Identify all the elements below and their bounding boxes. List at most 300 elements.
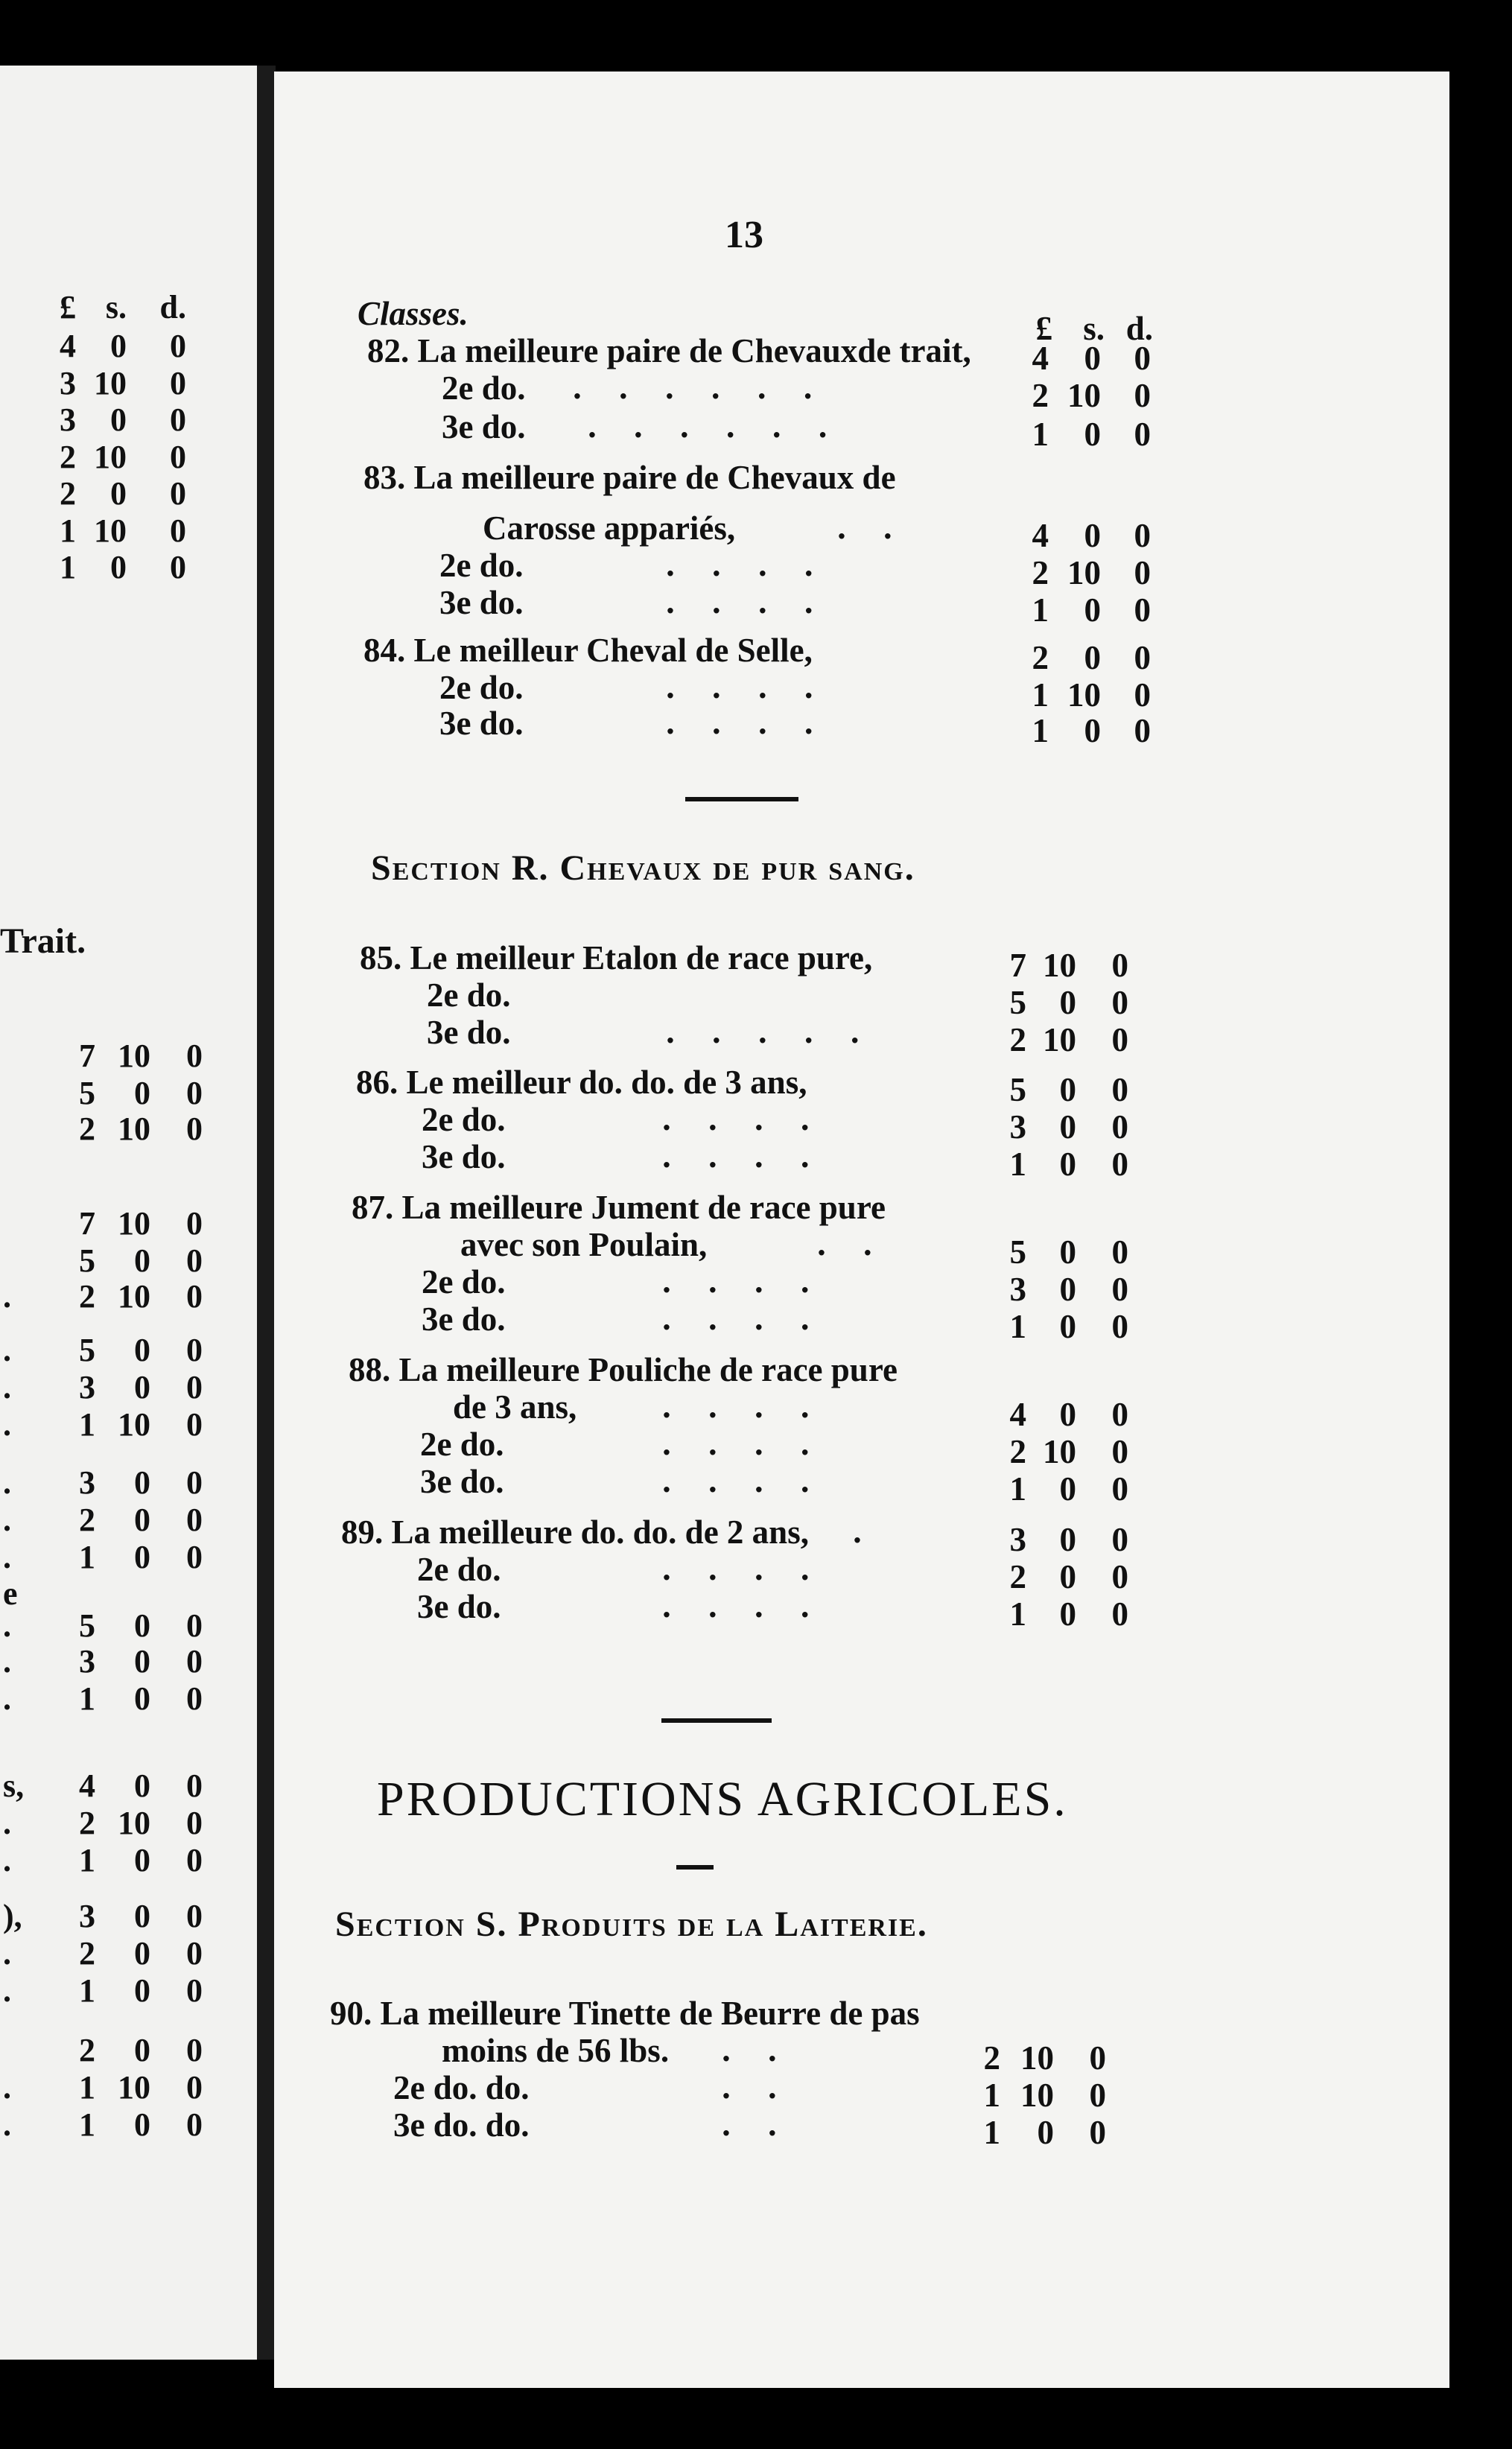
amount-pounds: 3	[79, 1643, 95, 1680]
row-mark: .	[3, 1805, 11, 1841]
prize-entry-text: 3e do.	[427, 1014, 511, 1051]
row-mark: .	[3, 1539, 11, 1575]
dot-leaders: ....	[665, 670, 850, 705]
amount-shillings: 0	[134, 2032, 150, 2068]
amount-pence: 0	[1134, 340, 1151, 377]
amount-shillings: 0	[1059, 1558, 1076, 1595]
amount-pence: 0	[186, 2032, 203, 2068]
prize-entry-text: 3e do.	[417, 1588, 501, 1625]
amount-pounds: 3	[1009, 1108, 1026, 1146]
amount-shillings: 10	[94, 512, 127, 549]
amount-shillings: 0	[134, 1242, 150, 1279]
amount-shillings: 10	[1067, 676, 1101, 714]
amount-shillings: 0	[110, 328, 127, 364]
pounds-header: £	[60, 289, 76, 325]
row-mark: .	[3, 1406, 11, 1443]
amount-shillings: 0	[1059, 1595, 1076, 1633]
amount-shillings: 0	[1059, 1521, 1076, 1558]
left-partial-heading: Trait.	[0, 921, 86, 961]
prize-amount	[274, 2114, 1449, 2151]
amount-pence: 0	[1134, 712, 1151, 749]
row-mark: .	[3, 1643, 11, 1680]
right-page	[274, 72, 1449, 2388]
amount-pence: 0	[1089, 2077, 1106, 2114]
pence-header: d.	[159, 289, 186, 325]
amount-shillings: 0	[134, 1767, 150, 1804]
amount-pounds: 4	[79, 1767, 95, 1804]
amount-pounds: 2	[79, 1111, 95, 1147]
amount-pence: 0	[1134, 377, 1151, 414]
amount-pounds: 4	[60, 328, 76, 364]
amount-pounds: 1	[1032, 712, 1049, 749]
amount-pounds: 1	[1032, 676, 1049, 714]
prize-amount	[274, 1021, 1449, 1058]
amount-shillings: 0	[110, 401, 127, 438]
page-spine	[257, 66, 276, 2360]
prize-entry-text: 3e do.	[422, 1138, 506, 1175]
amount-shillings: 0	[134, 1369, 150, 1405]
dot-leaders: ....	[661, 1552, 846, 1587]
prize-amount	[274, 416, 1449, 453]
amount-pounds: 5	[79, 1332, 95, 1368]
dot-leaders: ......	[587, 410, 864, 445]
prize-entry-text: 3e do.	[439, 584, 524, 621]
amount-shillings: 0	[1059, 1470, 1076, 1508]
amount-pence: 0	[186, 1464, 203, 1501]
amount-shillings: 10	[1020, 2077, 1054, 2114]
prize-entry-text: 87. La meilleure Jument de race pure	[352, 1189, 886, 1226]
amount-pence: 0	[186, 1242, 203, 1279]
section-s-title: Section S. Produits de la Laiterie.	[335, 1905, 928, 1944]
prize-entry-text: 85. Le meilleur Etalon de race pure,	[360, 939, 873, 976]
amount-shillings: 10	[118, 1278, 150, 1315]
left-page-fragment	[0, 66, 257, 2360]
amount-pounds: 3	[60, 401, 76, 438]
prize-entry-text: 90. La meilleure Tinette de Beurre de pas	[330, 1995, 920, 2032]
amount-shillings: 0	[134, 1842, 150, 1878]
amount-shillings: 0	[1084, 639, 1101, 676]
prize-amount	[274, 1470, 1449, 1508]
left-amount-row	[0, 1842, 257, 1879]
amount-pounds: 1	[79, 1539, 95, 1575]
amount-pence: 0	[1134, 676, 1151, 714]
prize-entry-text: 3e do.	[420, 1463, 504, 1500]
prize-entry-text: 82. La meilleure paire de Chevauxde trait,	[367, 332, 971, 369]
amount-pounds: 2	[79, 1278, 95, 1315]
amount-pounds: 1	[1009, 1595, 1026, 1633]
row-mark: .	[3, 1278, 11, 1315]
amount-shillings: 0	[1084, 591, 1101, 629]
amount-pounds: 3	[1009, 1271, 1026, 1308]
amount-pence: 0	[186, 1111, 203, 1147]
divider-3	[676, 1865, 714, 1870]
amount-shillings: 0	[134, 1972, 150, 2009]
amount-shillings: 0	[1059, 1071, 1076, 1108]
left-amount-row	[0, 1767, 257, 1805]
amount-pence: 0	[1111, 1396, 1128, 1433]
left-amount-row	[0, 1278, 257, 1315]
amount-pounds: 1	[983, 2114, 1000, 2151]
amount-pounds: 2	[983, 2039, 1000, 2077]
amount-pence: 0	[170, 512, 186, 549]
amount-pounds: 2	[1032, 639, 1049, 676]
row-mark: .	[3, 1502, 11, 1538]
amount-pounds: 1	[1032, 416, 1049, 453]
amount-pence: 0	[1111, 984, 1128, 1021]
amount-pounds: 1	[60, 549, 76, 585]
amount-pence: 0	[186, 1205, 203, 1242]
amount-pence: 0	[186, 1075, 203, 1111]
amount-pence: 0	[1134, 554, 1151, 591]
prize-entry-text: 86. Le meilleur do. do. de 3 ans,	[356, 1064, 807, 1101]
row-mark: ),	[3, 1898, 22, 1934]
dot-leaders: ....	[661, 1265, 846, 1300]
amount-pounds: 4	[1009, 1396, 1026, 1433]
amount-shillings: 0	[134, 1680, 150, 1717]
prize-entry-text: 2e do.	[417, 1551, 501, 1588]
amount-shillings: 10	[118, 1805, 150, 1841]
amount-pence: 0	[1111, 1308, 1128, 1345]
amount-shillings: 0	[134, 1898, 150, 1934]
amount-shillings: 0	[1037, 2114, 1054, 2151]
prize-entry-text: 3e do. do.	[393, 2106, 530, 2144]
amount-pounds: 2	[1032, 377, 1049, 414]
amount-shillings: 0	[1059, 1308, 1076, 1345]
amount-pounds: 3	[79, 1369, 95, 1405]
left-currency-header	[0, 289, 257, 326]
amount-pence: 0	[1111, 1233, 1128, 1271]
amount-shillings: 0	[134, 2106, 150, 2143]
amount-shillings: 0	[110, 475, 127, 512]
amount-shillings: 0	[1059, 1233, 1076, 1271]
prize-entry-text: 2e do.	[422, 1263, 506, 1300]
amount-pounds: 7	[79, 1205, 95, 1242]
dot-leaders: .....	[665, 1015, 896, 1050]
amount-pence: 0	[1111, 1071, 1128, 1108]
amount-pence: 0	[186, 1767, 203, 1804]
amount-pounds: 3	[1009, 1521, 1026, 1558]
amount-pounds: 2	[60, 475, 76, 512]
amount-pounds: 1	[1009, 1308, 1026, 1345]
row-mark: .	[3, 2106, 11, 2143]
row-mark: e	[3, 1575, 18, 1612]
amount-pounds: 1	[983, 2077, 1000, 2114]
prize-entry-text: 2e do.	[422, 1101, 506, 1138]
classes-label: Classes.	[358, 295, 468, 332]
amount-pence: 0	[186, 1369, 203, 1405]
dot-leaders: ....	[661, 1140, 846, 1175]
amount-shillings: 10	[118, 1406, 150, 1443]
left-amount-row	[0, 328, 257, 365]
amount-pence: 0	[186, 1038, 203, 1074]
amount-pence: 0	[186, 1643, 203, 1680]
prize-amount	[274, 1595, 1449, 1633]
amount-pounds: 2	[60, 438, 76, 475]
amount-pence: 0	[1111, 947, 1128, 984]
amount-shillings: 0	[1059, 1146, 1076, 1183]
prize-amount	[274, 1308, 1449, 1345]
amount-pounds: 1	[79, 2069, 95, 2106]
amount-pounds: 5	[1009, 1233, 1026, 1271]
section-r-title: Section R. Chevaux de pur sang.	[371, 848, 915, 888]
prize-entry-text: 2e do.	[427, 976, 511, 1014]
amount-shillings: 0	[134, 1332, 150, 1368]
prize-amount	[274, 712, 1449, 749]
amount-pounds: 3	[79, 1464, 95, 1501]
dot-leaders: ....	[661, 1390, 846, 1425]
left-amount-row	[0, 1111, 257, 1148]
amount-shillings: 10	[94, 364, 127, 401]
left-amount-row	[0, 1038, 257, 1075]
left-amount-row	[0, 1502, 257, 1539]
amount-shillings: 0	[134, 1502, 150, 1538]
amount-shillings: 10	[94, 438, 127, 475]
amount-pounds: 3	[60, 364, 76, 401]
amount-pence: 0	[170, 549, 186, 585]
row-mark: .	[3, 1332, 11, 1368]
row-mark: .	[3, 1935, 11, 1972]
left-amount-row	[0, 1643, 257, 1680]
amount-pounds: 1	[60, 512, 76, 549]
row-mark: .	[3, 1369, 11, 1405]
amount-pence: 0	[170, 438, 186, 475]
amount-shillings: 0	[1084, 416, 1101, 453]
amount-shillings: 0	[110, 549, 127, 585]
amount-pounds: 3	[79, 1898, 95, 1934]
amount-pence: 0	[186, 1935, 203, 1972]
pounds-header: £	[1035, 310, 1052, 347]
amount-shillings: 10	[1067, 377, 1101, 414]
amount-pence: 0	[186, 2069, 203, 2106]
dot-leaders: ....	[661, 1464, 846, 1499]
amount-pence: 0	[1134, 416, 1151, 453]
dot-leaders: ....	[665, 548, 850, 583]
left-amount-row	[0, 1369, 257, 1406]
left-amount-row	[0, 512, 257, 550]
amount-pence: 0	[1111, 1021, 1128, 1058]
left-amount-row	[0, 2069, 257, 2106]
amount-shillings: 0	[1059, 984, 1076, 1021]
left-amount-row	[0, 1205, 257, 1242]
prize-entry-text: 2e do.	[439, 547, 524, 584]
amount-pounds: 4	[1032, 340, 1049, 377]
amount-shillings: 10	[1020, 2039, 1054, 2077]
amount-pounds: 1	[1009, 1146, 1026, 1183]
dot-leaders: ....	[665, 706, 850, 741]
productions-agricoles-title: PRODUCTIONS AGRICOLES.	[377, 1772, 1068, 1826]
left-amount-row	[0, 475, 257, 512]
prize-entry-text: avec son Poulain,	[460, 1226, 708, 1263]
amount-pounds: 5	[79, 1075, 95, 1111]
prize-entry-text: 2e do. do.	[393, 2069, 530, 2106]
amount-pounds: 2	[79, 1805, 95, 1841]
prize-entry-text: 3e do.	[422, 1300, 506, 1338]
amount-pounds: 1	[1032, 591, 1049, 629]
amount-pence: 0	[1111, 1595, 1128, 1633]
amount-pounds: 1	[79, 1972, 95, 2009]
amount-shillings: 10	[1043, 1433, 1076, 1470]
row-mark: .	[3, 1607, 11, 1644]
amount-shillings: 10	[118, 1205, 150, 1242]
left-amount-row	[0, 1805, 257, 1842]
amount-pounds: 5	[79, 1242, 95, 1279]
amount-pounds: 1	[1009, 1470, 1026, 1508]
amount-shillings: 0	[134, 1643, 150, 1680]
amount-pounds: 1	[79, 1680, 95, 1717]
amount-shillings: 10	[1043, 947, 1076, 984]
row-mark: .	[3, 1972, 11, 2009]
dot-leaders: ....	[661, 1102, 846, 1137]
amount-shillings: 10	[118, 2069, 150, 2106]
amount-shillings: 0	[1059, 1396, 1076, 1433]
amount-pounds: 1	[79, 1406, 95, 1443]
prize-amount	[274, 466, 1449, 504]
amount-shillings: 0	[134, 1464, 150, 1501]
amount-pence: 0	[1134, 591, 1151, 629]
prize-amount	[274, 1146, 1449, 1183]
amount-shillings: 0	[134, 1935, 150, 1972]
amount-pounds: 1	[79, 2106, 95, 2143]
amount-pounds: 2	[79, 2032, 95, 2068]
amount-pounds: 5	[1009, 984, 1026, 1021]
dot-leaders: ....	[661, 1427, 846, 1462]
amount-pounds: 2	[1009, 1558, 1026, 1595]
amount-pence: 0	[1111, 1558, 1128, 1595]
amount-pounds: 1	[79, 1842, 95, 1878]
left-amount-row	[0, 1539, 257, 1576]
amount-shillings: 0	[134, 1607, 150, 1644]
amount-pence: 0	[186, 1842, 203, 1878]
page-number: 13	[725, 214, 763, 256]
amount-pounds: 7	[1009, 947, 1026, 984]
amount-shillings: 0	[1084, 517, 1101, 554]
amount-pence: 0	[170, 475, 186, 512]
amount-shillings: 0	[134, 1539, 150, 1575]
amount-pence: 0	[186, 1972, 203, 2009]
prize-entry-text: Carosse appariés,	[483, 509, 736, 547]
dot-leaders: ......	[572, 371, 849, 406]
prize-entry-text: 88. La meilleure Pouliche de race pure	[349, 1351, 898, 1388]
amount-pence: 0	[1111, 1271, 1128, 1308]
dot-leaders: .	[852, 1515, 898, 1550]
amount-pence: 0	[186, 2106, 203, 2143]
amount-pounds: 7	[79, 1038, 95, 1074]
amount-pounds: 5	[79, 1607, 95, 1644]
left-amount-row	[0, 1898, 257, 1935]
dot-leaders: ..	[816, 1227, 909, 1262]
amount-shillings: 10	[1043, 1021, 1076, 1058]
amount-pence: 0	[1134, 517, 1151, 554]
divider-2	[661, 1718, 772, 1723]
prize-entry-text: 89. La meilleure do. do. de 2 ans,	[341, 1513, 809, 1551]
dot-leaders: ....	[665, 585, 850, 620]
dot-leaders: ..	[836, 511, 929, 546]
amount-pence: 0	[1111, 1108, 1128, 1146]
prize-entry-text: 2e do.	[420, 1426, 504, 1463]
amount-shillings: 0	[1084, 340, 1101, 377]
amount-pence: 0	[186, 1332, 203, 1368]
prize-entry-text: 3e do.	[442, 408, 526, 445]
amount-shillings: 10	[118, 1038, 150, 1074]
amount-pence: 0	[186, 1607, 203, 1644]
prize-entry-text: 3e do.	[439, 705, 524, 742]
left-amount-row	[0, 1464, 257, 1502]
amount-shillings: 10	[1067, 554, 1101, 591]
shillings-header: s.	[105, 289, 127, 325]
row-mark: .	[3, 1680, 11, 1717]
amount-pence: 0	[1111, 1433, 1128, 1470]
amount-shillings: 0	[134, 1075, 150, 1111]
pence-header: d.	[1125, 310, 1153, 347]
dot-leaders: ....	[661, 1589, 846, 1624]
amount-pounds: 2	[1032, 554, 1049, 591]
amount-pence: 0	[186, 1898, 203, 1934]
prize-entry-text: de 3 ans,	[453, 1388, 577, 1426]
left-amount-row	[0, 2106, 257, 2144]
prize-entry-text: moins de 56 lbs.	[442, 2032, 670, 2069]
prize-entry-text: 83. La meilleure paire de Chevaux de	[363, 459, 896, 496]
amount-shillings: 10	[118, 1111, 150, 1147]
amount-pence: 0	[170, 364, 186, 401]
dot-leaders: ..	[721, 2108, 813, 2143]
amount-pence: 0	[186, 1406, 203, 1443]
left-amount-row	[0, 1607, 257, 1645]
prize-entry-text: 84. Le meilleur Cheval de Selle,	[363, 632, 813, 669]
prize-entry-text: 2e do.	[442, 369, 526, 407]
left-amount-row	[0, 1406, 257, 1443]
dot-leaders: ..	[721, 2033, 813, 2068]
left-amount-row	[0, 1935, 257, 1972]
amount-shillings: 0	[1084, 712, 1101, 749]
amount-pence: 0	[186, 1278, 203, 1315]
amount-pence: 0	[1111, 1146, 1128, 1183]
amount-shillings: 0	[1059, 1108, 1076, 1146]
amount-pounds: 4	[1032, 517, 1049, 554]
amount-pounds: 2	[79, 1502, 95, 1538]
dot-leaders: ..	[721, 2071, 813, 2106]
amount-pence: 0	[170, 401, 186, 438]
row-mark: .	[3, 1842, 11, 1878]
amount-pounds: 2	[79, 1935, 95, 1972]
dot-leaders: ....	[661, 1302, 846, 1337]
amount-pounds: 5	[1009, 1071, 1026, 1108]
prize-amount	[274, 1359, 1449, 1396]
amount-pence: 0	[170, 328, 186, 364]
left-amount-row	[0, 1075, 257, 1112]
amount-pence: 0	[1089, 2039, 1106, 2077]
amount-pence: 0	[1134, 639, 1151, 676]
left-amount-row	[0, 1242, 257, 1280]
left-amount-row	[0, 549, 257, 586]
prize-amount	[274, 591, 1449, 629]
amount-pence: 0	[1111, 1521, 1128, 1558]
amount-pence: 0	[186, 1805, 203, 1841]
amount-shillings: 0	[1059, 1271, 1076, 1308]
amount-pence: 0	[186, 1539, 203, 1575]
amount-pounds: 2	[1009, 1433, 1026, 1470]
left-amount-row	[0, 1680, 257, 1718]
shillings-header: s.	[1083, 310, 1105, 347]
amount-pence: 0	[1111, 1470, 1128, 1508]
row-mark: s,	[3, 1767, 25, 1804]
amount-pounds: 2	[1009, 1021, 1026, 1058]
amount-pence: 0	[1089, 2114, 1106, 2151]
row-mark: .	[3, 1464, 11, 1501]
left-amount-row	[0, 1972, 257, 2010]
amount-pence: 0	[186, 1680, 203, 1717]
left-amount-row	[0, 365, 257, 402]
left-amount-row	[0, 401, 257, 439]
